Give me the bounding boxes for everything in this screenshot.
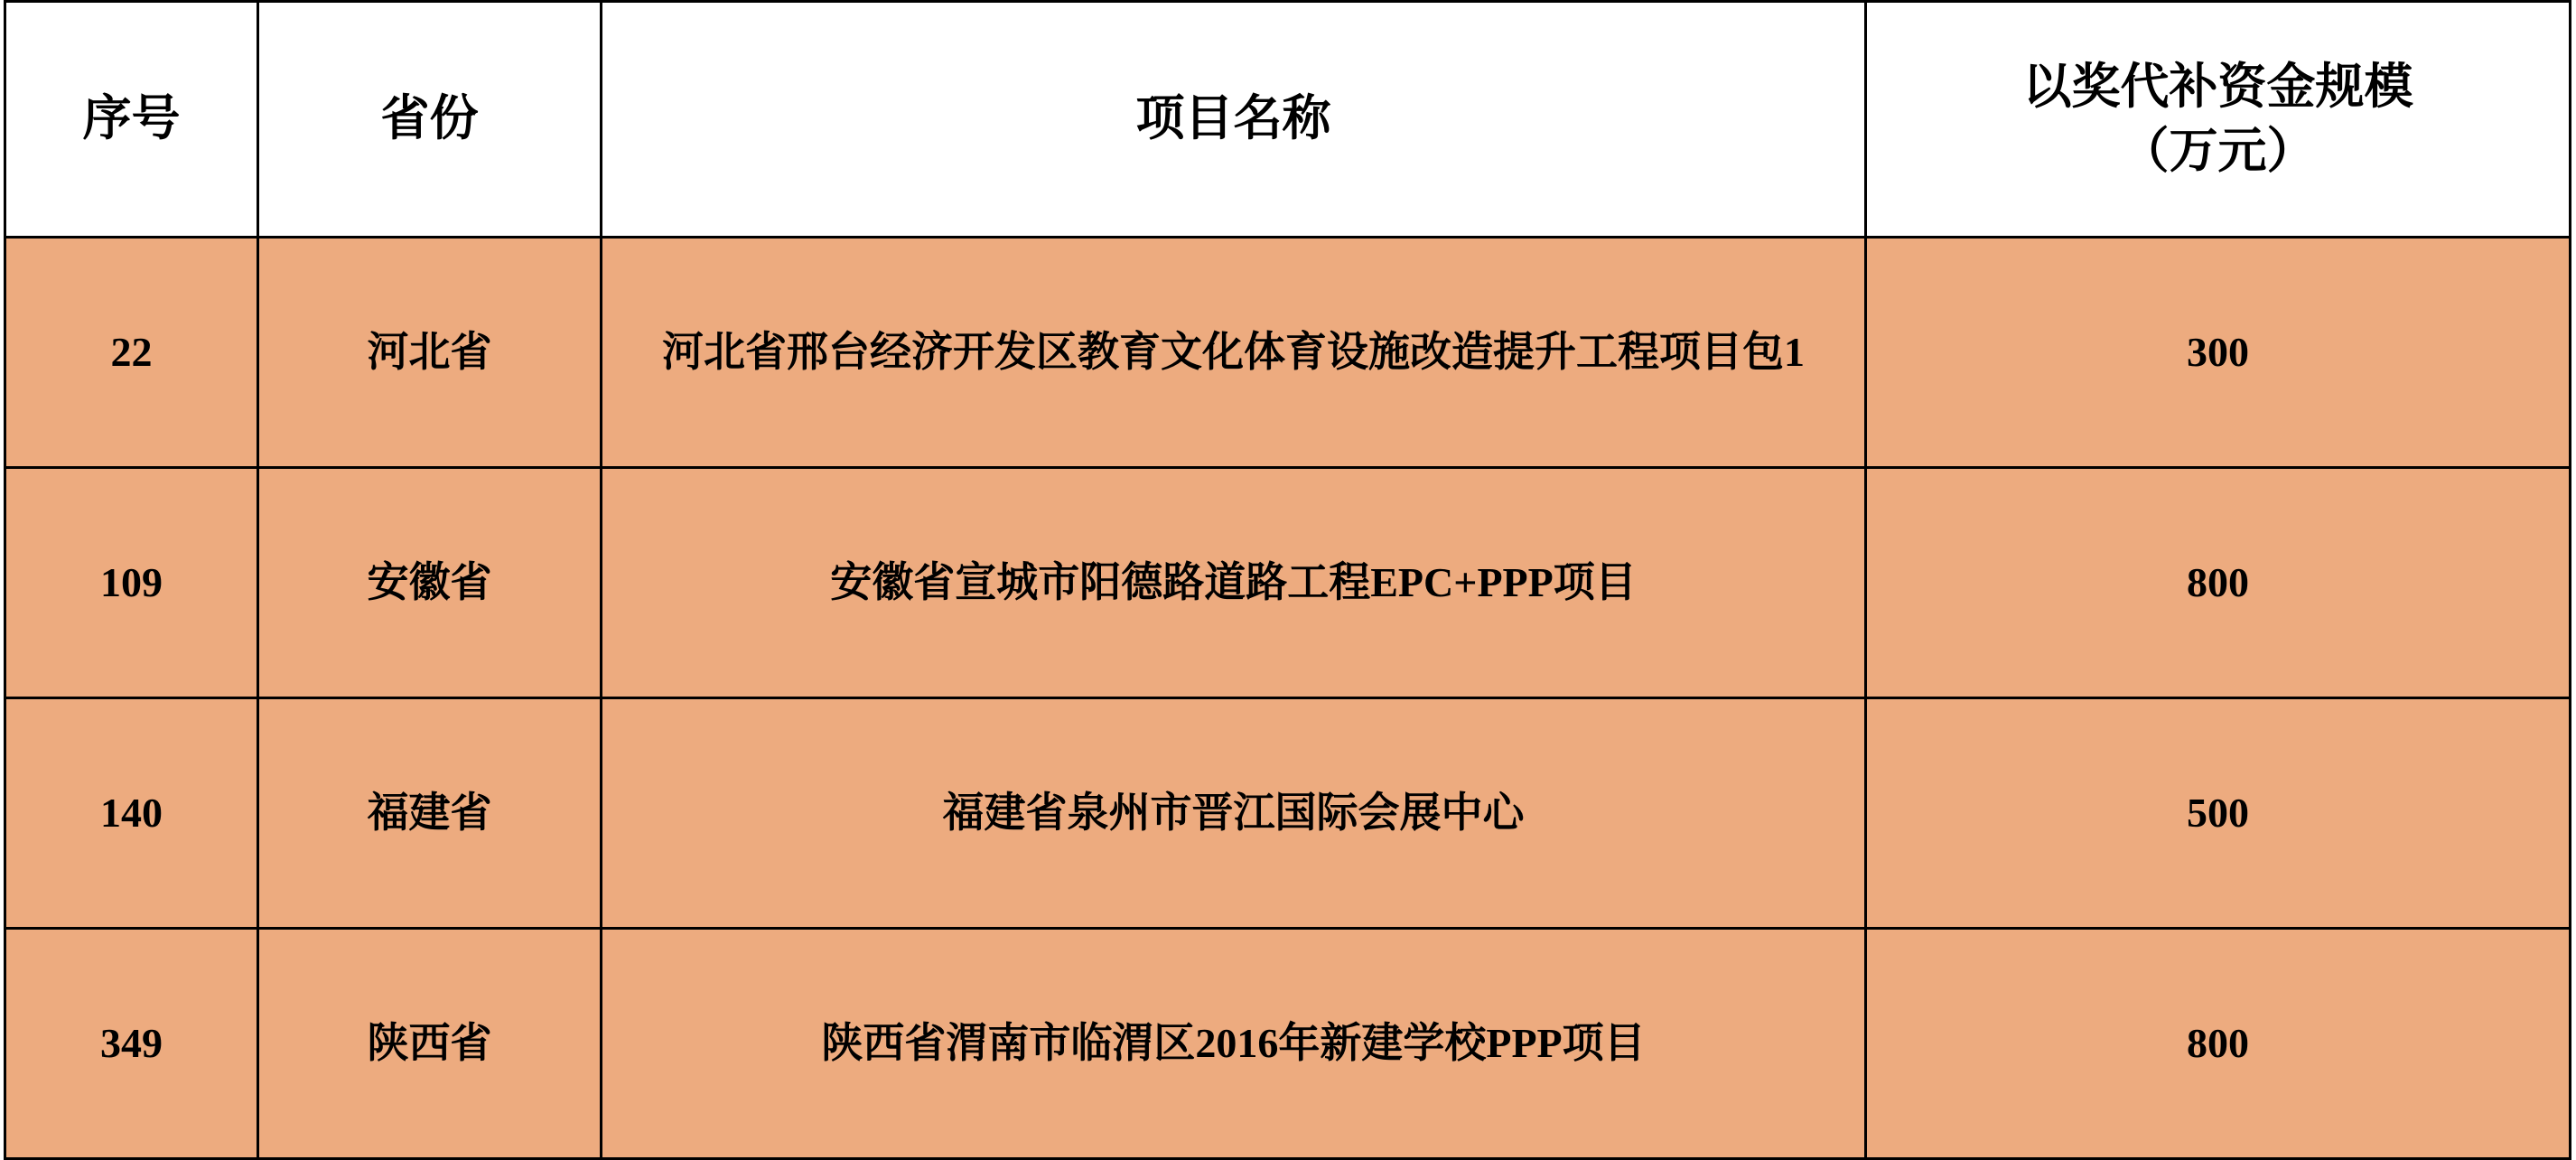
column-header-amount <box>1866 2 2571 238</box>
column-header-amount-line1: 以奖代补资金规模 <box>2022 59 2413 114</box>
cell-province: 福建省 <box>258 698 602 929</box>
award-subsidy-table <box>4 0 2571 1160</box>
cell-index: 349 <box>5 929 258 1159</box>
table-row <box>5 929 2571 1159</box>
cell-province: 陕西省 <box>258 929 602 1159</box>
cell-amount: 800 <box>1866 929 2571 1159</box>
cell-amount: 500 <box>1866 698 2571 929</box>
cell-project-name: 陕西省渭南市临渭区2016年新建学校PPP项目 <box>602 929 1866 1159</box>
cell-province: 安徽省 <box>258 468 602 698</box>
header-row <box>5 2 2571 238</box>
column-header-index: 序号 <box>5 2 258 238</box>
column-header-province: 省份 <box>258 2 602 238</box>
column-header-project-name: 项目名称 <box>602 2 1866 238</box>
cell-province: 河北省 <box>258 238 602 468</box>
cell-amount: 800 <box>1866 468 2571 698</box>
cell-index: 140 <box>5 698 258 929</box>
cell-project-name: 安徽省宣城市阳德路道路工程EPC+PPP项目 <box>602 468 1866 698</box>
table-body <box>5 238 2571 1159</box>
table-row <box>5 238 2571 468</box>
cell-index: 22 <box>5 238 258 468</box>
column-header-amount-unit: （万元） <box>2120 124 2316 178</box>
cell-index: 109 <box>5 468 258 698</box>
table-header <box>5 2 2571 238</box>
cell-amount: 300 <box>1866 238 2571 468</box>
cell-project-name: 河北省邢台经济开发区教育文化体育设施改造提升工程项目包1 <box>602 238 1866 468</box>
cell-project-name: 福建省泉州市晋江国际会展中心 <box>602 698 1866 929</box>
table-row <box>5 468 2571 698</box>
table-row <box>5 698 2571 929</box>
